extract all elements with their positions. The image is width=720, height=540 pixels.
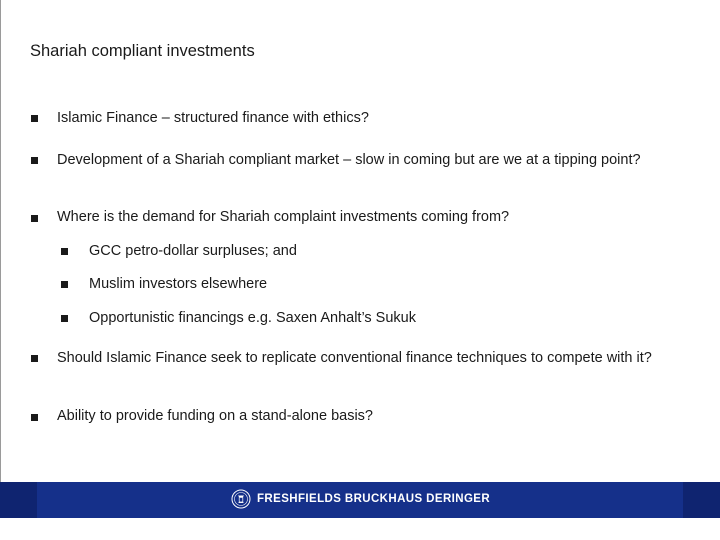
footer-right-tab [683, 482, 720, 518]
firm-logo-text: FRESHFIELDS BRUCKHAUS DERINGER [257, 493, 491, 505]
left-border-rule [0, 0, 1, 482]
bullet-marker [31, 157, 38, 164]
footer-left-tab [0, 482, 37, 518]
bullet-marker [31, 115, 38, 122]
sub-bullet-text: GCC petro-dollar surpluses; and [89, 243, 297, 259]
bullet-text: Islamic Finance – structured finance with ethics? [57, 110, 369, 126]
seal-icon [231, 489, 251, 509]
sub-bullet-text: Muslim investors elsewhere [89, 276, 268, 292]
sub-bullet-marker [61, 281, 68, 288]
footer-band [0, 482, 720, 518]
slide-title: Shariah compliant investments [30, 42, 255, 60]
bullet-text: Development of a Shariah compliant market – slow in coming but are we at a tipping point? [57, 152, 641, 168]
bullet-marker [31, 215, 38, 222]
bullet-text: Ability to provide funding on a stand-alone basis? [57, 408, 373, 424]
bullet-text: Should Islamic Finance seek to replicate conventional finance techniques to compete with it? [57, 350, 652, 366]
bullet-marker [31, 414, 38, 421]
bullet-text: Where is the demand for Shariah complaint investments coming from? [57, 209, 510, 225]
sub-bullet-marker [61, 315, 68, 322]
bullet-marker [31, 355, 38, 362]
sub-bullet-text: Opportunistic financings e.g. Saxen Anhalt’s Sukuk [89, 310, 416, 326]
sub-bullet-marker [61, 248, 68, 255]
